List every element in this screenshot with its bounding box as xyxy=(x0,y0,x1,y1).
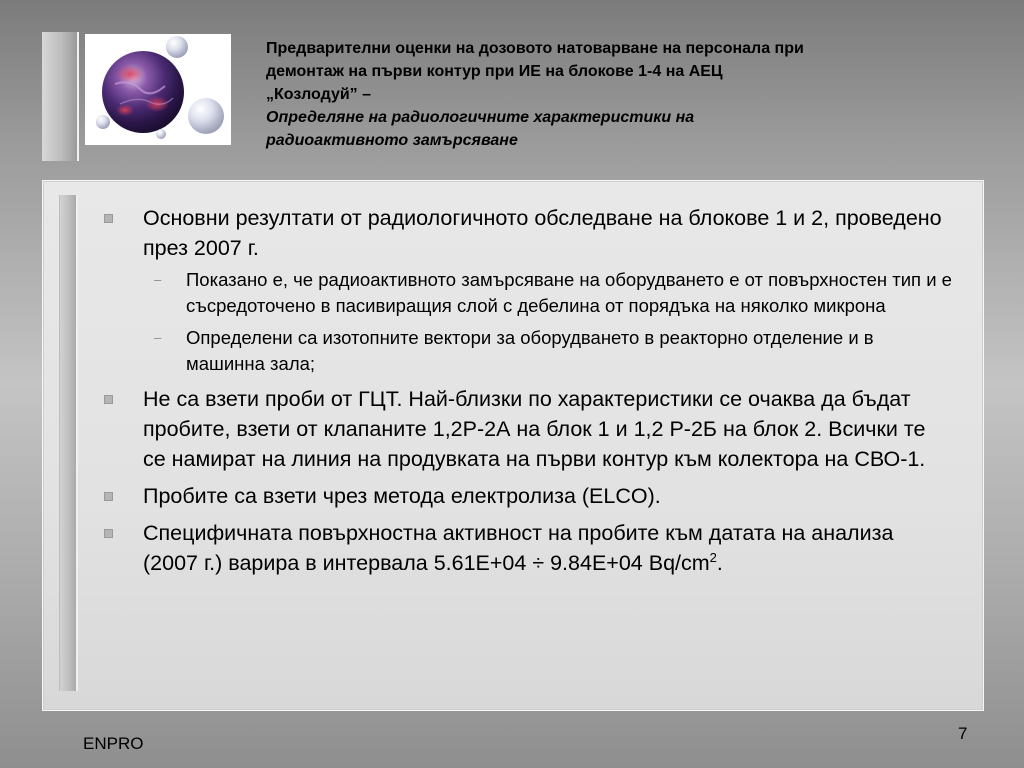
bullet-text-end: . xyxy=(716,551,723,575)
slide-title xyxy=(266,37,966,152)
sub-bullet-item xyxy=(142,267,952,319)
sub-bullet-list xyxy=(143,267,952,377)
globe-spheres-icon xyxy=(85,34,231,145)
square-bullet-icon xyxy=(104,529,113,538)
title-line-3: „Козлодуй” – xyxy=(266,86,372,103)
bullet-item xyxy=(102,481,952,511)
bullet-text: Пробите са взети чрез метода електролиза (ELCO). xyxy=(143,484,661,508)
decorative-bar-panel xyxy=(59,195,78,691)
subtitle-line-2: радиоактивното замърсяване xyxy=(266,132,518,149)
square-bullet-icon xyxy=(104,214,113,223)
footer-org: ENPRO xyxy=(83,734,144,753)
sub-bullet-item xyxy=(142,325,952,377)
sub-bullet-text: Показано е, че радиоактивното замърсяване на оборудването е от повърхностен тип и е съсредоточено в пасивиращия слой с дебелина от порядъка на няколко микрона xyxy=(186,269,952,316)
bullet-list xyxy=(102,203,952,585)
bullet-item xyxy=(102,203,952,377)
square-bullet-icon xyxy=(104,492,113,501)
bullet-text: Не са взети проби от ГЦТ. Най-близки по характеристики се очаква да бъдат пробите, взети от клапаните 1,2Р-2А на блок 1 и 1,2 Р-2Б на блок 2. Всички те се намират на линия на продувката на първи контур към колектора на СВО-1. xyxy=(143,387,926,471)
bullet-text: Специфичната повърхностна активност на пробите към датата на анализа (2007 г.) варира в интервала 5.61Е+04 ÷ 9.84Е+04 Bq/cm xyxy=(143,521,894,575)
globe-spheres-logo xyxy=(85,34,231,145)
sub-bullet-text: Определени са изотопните вектори за оборудването в реакторно отделение и в машинна зала; xyxy=(186,327,874,374)
superscript: 2 xyxy=(709,549,717,565)
dash-bullet-icon: – xyxy=(154,330,162,345)
page-number: 7 xyxy=(958,724,968,743)
title-line-2: демонтаж на първи контур при ИЕ на блокове 1-4 на АЕЦ xyxy=(266,63,723,80)
decorative-bar-top xyxy=(42,32,79,161)
bullet-text: Основни резултати от радиологичното обследване на блокове 1 и 2, проведено през 2007 г. xyxy=(143,206,942,260)
title-line-1: Предварителни оценки на дозовото натоварване на персонала при xyxy=(266,40,804,57)
subtitle-line-1: Определяне на радиологичните характеристики на xyxy=(266,109,695,126)
bullet-item xyxy=(102,518,952,578)
square-bullet-icon xyxy=(104,395,113,404)
bullet-item xyxy=(102,384,952,474)
dash-bullet-icon: – xyxy=(154,272,162,287)
